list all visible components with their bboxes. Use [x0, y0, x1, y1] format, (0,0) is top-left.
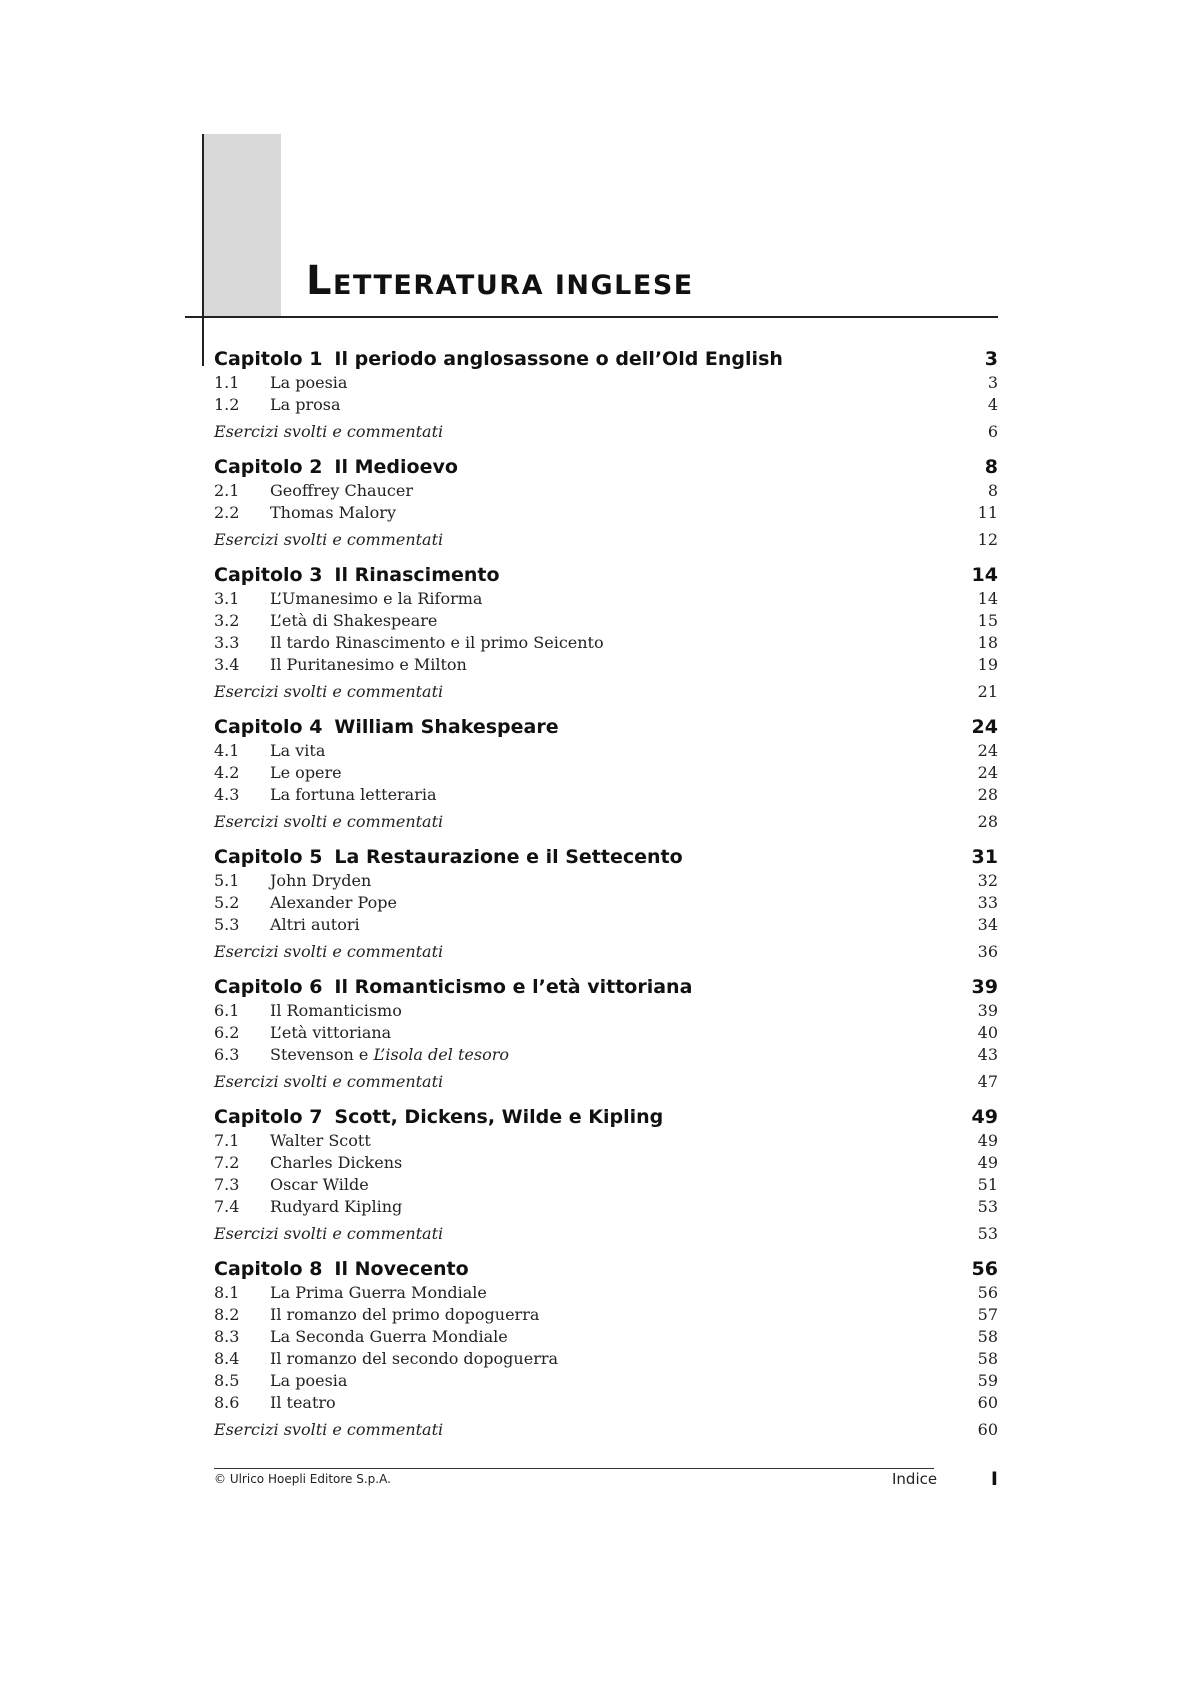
- section-entry: [214, 1000, 998, 1022]
- page-title: [306, 258, 694, 304]
- section-text: [214, 502, 396, 524]
- chapter-page: 24: [971, 716, 998, 738]
- section-page: 18: [977, 633, 998, 652]
- chapter-title: Il Medioevo: [334, 456, 458, 478]
- section-entry: [214, 502, 998, 524]
- footer-section-label: Indice: [892, 1470, 938, 1488]
- section-entry: [214, 1196, 998, 1218]
- section-page: 24: [977, 763, 998, 782]
- section-entry: [214, 1130, 998, 1152]
- exercises-page: 36: [977, 942, 998, 961]
- chapter-heading-text: [214, 1256, 469, 1282]
- exercises-entry: [214, 678, 998, 706]
- section-title-italic: L’isola del tesoro: [373, 1045, 509, 1064]
- section-entry: [214, 1044, 998, 1066]
- section-text: [214, 1282, 487, 1304]
- section-text: [214, 654, 467, 676]
- chapter-page: 56: [971, 1258, 998, 1280]
- section-title: La prosa: [270, 395, 341, 414]
- section-page: 49: [977, 1131, 998, 1150]
- section-text: [214, 394, 341, 416]
- chapter-title: Scott, Dickens, Wilde e Kipling: [334, 1106, 664, 1128]
- section-number: 3.1: [214, 589, 240, 608]
- chapter-label: Capitolo 8: [214, 1258, 323, 1280]
- section-text: [214, 1022, 391, 1044]
- section-page: 60: [977, 1393, 998, 1412]
- section-title: Il tardo Rinascimento e il primo Seicento: [270, 633, 604, 652]
- chapter-heading: [214, 346, 998, 372]
- section-number: 8.2: [214, 1305, 240, 1324]
- section-title: Le opere: [270, 763, 342, 782]
- exercises-entry: [214, 1416, 998, 1444]
- section-title: L’Umanesimo e la Riforma: [270, 589, 483, 608]
- section-title: La vita: [270, 741, 326, 760]
- section-entry: [214, 1370, 998, 1392]
- chapter-title: La Restaurazione e il Settecento: [334, 846, 683, 868]
- section-entry: [214, 480, 998, 502]
- section-text: [214, 762, 342, 784]
- section-text: [214, 740, 325, 762]
- section-text: [214, 1348, 558, 1370]
- table-of-contents: [214, 346, 998, 1452]
- section-number: 7.1: [214, 1131, 240, 1150]
- section-page: 11: [977, 503, 998, 522]
- section-title: Alexander Pope: [270, 893, 397, 912]
- section-page: 32: [977, 871, 998, 890]
- chapter-title: William Shakespeare: [334, 716, 559, 738]
- section-text: [214, 480, 413, 502]
- exercises-label: Esercizi svolti e commentati: [214, 682, 444, 701]
- section-page: 8: [987, 481, 998, 500]
- section-entry: [214, 1282, 998, 1304]
- exercises-entry: [214, 1220, 998, 1248]
- section-number: 7.4: [214, 1197, 240, 1216]
- section-title: La poesia: [270, 373, 348, 392]
- section-title: Geoffrey Chaucer: [270, 481, 413, 500]
- section-entry: [214, 1326, 998, 1348]
- section-title: Rudyard Kipling: [270, 1197, 403, 1216]
- section-page: 39: [977, 1001, 998, 1020]
- chapter-page: 8: [984, 456, 998, 478]
- exercises-label: Esercizi svolti e commentati: [214, 1072, 444, 1091]
- chapter-label: Capitolo 1: [214, 348, 323, 370]
- section-page: 56: [977, 1283, 998, 1302]
- section-entry: [214, 610, 998, 632]
- exercises-page: 21: [977, 682, 998, 701]
- section-text: [214, 870, 371, 892]
- section-title: Il Puritanesimo e Milton: [270, 655, 467, 674]
- footer-page-number: I: [990, 1468, 998, 1490]
- section-text: [214, 610, 437, 632]
- section-entry: [214, 870, 998, 892]
- section-number: 5.1: [214, 871, 240, 890]
- chapter-page: 3: [984, 348, 998, 370]
- section-title: Il romanzo del primo dopoguerra: [270, 1305, 540, 1324]
- exercises-page: 60: [977, 1420, 998, 1439]
- section-page: 40: [977, 1023, 998, 1042]
- exercises-label: Esercizi svolti e commentati: [214, 1420, 444, 1439]
- section-text: [214, 1174, 369, 1196]
- section-title: La poesia: [270, 1371, 348, 1390]
- section-entry: [214, 1174, 998, 1196]
- chapter-heading-text: [214, 562, 500, 588]
- chapter-title: Il Rinascimento: [334, 564, 500, 586]
- section-page: 4: [987, 395, 998, 414]
- footer-rule: [214, 1468, 934, 1469]
- chapter-block: [214, 714, 998, 836]
- chapter-label: Capitolo 6: [214, 976, 323, 998]
- exercises-label: Esercizi svolti e commentati: [214, 422, 444, 441]
- section-page: 57: [977, 1305, 998, 1324]
- section-page: 43: [977, 1045, 998, 1064]
- section-entry: [214, 588, 998, 610]
- copyright-notice: © Ulrico Hoepli Editore S.p.A.: [214, 1472, 391, 1486]
- section-text: [214, 784, 437, 806]
- section-entry: [214, 740, 998, 762]
- section-text: [214, 1130, 371, 1152]
- chapter-block: [214, 1256, 998, 1444]
- exercises-entry: [214, 418, 998, 446]
- chapter-block: [214, 844, 998, 966]
- section-title: Oscar Wilde: [270, 1175, 369, 1194]
- exercises-page: 53: [977, 1224, 998, 1243]
- chapter-title: Il Novecento: [334, 1258, 469, 1280]
- chapter-label: Capitolo 7: [214, 1106, 323, 1128]
- section-text: [214, 588, 482, 610]
- section-title: Il Romanticismo: [270, 1001, 402, 1020]
- section-number: 8.4: [214, 1349, 240, 1368]
- chapter-label: Capitolo 5: [214, 846, 323, 868]
- section-text: [214, 914, 360, 936]
- section-entry: [214, 762, 998, 784]
- section-entry: [214, 1392, 998, 1414]
- exercises-label: Esercizi svolti e commentati: [214, 530, 444, 549]
- section-number: 5.2: [214, 893, 240, 912]
- section-title: L’età di Shakespeare: [270, 611, 438, 630]
- section-title: Stevenson e: [270, 1045, 374, 1064]
- section-page: 15: [977, 611, 998, 630]
- section-page: 53: [977, 1197, 998, 1216]
- chapter-heading: [214, 714, 998, 740]
- section-title: John Dryden: [270, 871, 372, 890]
- section-entry: [214, 654, 998, 676]
- section-page: 51: [977, 1175, 998, 1194]
- section-text: [214, 1196, 402, 1218]
- chapter-heading: [214, 1104, 998, 1130]
- section-number: 8.6: [214, 1393, 240, 1412]
- section-page: 3: [987, 373, 998, 392]
- section-text: [214, 632, 604, 654]
- section-text: [214, 1152, 402, 1174]
- chapter-heading-text: [214, 844, 683, 870]
- section-entry: [214, 1022, 998, 1044]
- exercises-label: Esercizi svolti e commentati: [214, 812, 444, 831]
- section-title: La Prima Guerra Mondiale: [270, 1283, 487, 1302]
- chapter-heading: [214, 974, 998, 1000]
- chapter-label: Capitolo 4: [214, 716, 323, 738]
- chapter-page: 49: [971, 1106, 998, 1128]
- exercises-entry: [214, 526, 998, 554]
- section-entry: [214, 1348, 998, 1370]
- section-text: [214, 892, 397, 914]
- section-number: 1.1: [214, 373, 240, 392]
- chapter-page: 31: [971, 846, 998, 868]
- section-title: Altri autori: [270, 915, 360, 934]
- section-number: 3.4: [214, 655, 240, 674]
- section-text: [214, 1392, 336, 1414]
- section-text: [214, 372, 347, 394]
- chapter-block: [214, 974, 998, 1096]
- section-entry: [214, 1304, 998, 1326]
- section-title: Thomas Malory: [270, 503, 396, 522]
- section-entry: [214, 1152, 998, 1174]
- section-entry: [214, 372, 998, 394]
- exercises-entry: [214, 808, 998, 836]
- section-entry: [214, 892, 998, 914]
- exercises-page: 47: [977, 1072, 998, 1091]
- chapter-page: 39: [971, 976, 998, 998]
- section-page: 24: [977, 741, 998, 760]
- section-number: 4.3: [214, 785, 240, 804]
- chapter-block: [214, 346, 998, 446]
- chapter-heading-text: [214, 1104, 663, 1130]
- section-page: 19: [977, 655, 998, 674]
- chapter-heading: [214, 1256, 998, 1282]
- section-number: 7.2: [214, 1153, 240, 1172]
- section-page: 58: [977, 1327, 998, 1346]
- section-number: 6.3: [214, 1045, 240, 1064]
- section-title: La fortuna letteraria: [270, 785, 437, 804]
- section-number: 7.3: [214, 1175, 240, 1194]
- decorative-gray-block: [203, 134, 281, 316]
- section-entry: [214, 394, 998, 416]
- section-entry: [214, 784, 998, 806]
- section-text: [214, 1000, 402, 1022]
- section-number: 2.1: [214, 481, 240, 500]
- section-number: 8.1: [214, 1283, 240, 1302]
- section-page: 34: [977, 915, 998, 934]
- chapter-title: Il Romanticismo e l’età vittoriana: [334, 976, 693, 998]
- decorative-vertical-rule: [202, 134, 204, 366]
- section-title: L’età vittoriana: [270, 1023, 392, 1042]
- exercises-page: 12: [977, 530, 998, 549]
- exercises-label: Esercizi svolti e commentati: [214, 942, 444, 961]
- section-page: 49: [977, 1153, 998, 1172]
- section-text: [214, 1044, 509, 1066]
- chapter-block: [214, 454, 998, 554]
- section-title: Charles Dickens: [270, 1153, 403, 1172]
- section-number: 3.3: [214, 633, 240, 652]
- chapter-label: Capitolo 3: [214, 564, 323, 586]
- section-page: 28: [977, 785, 998, 804]
- exercises-page: 6: [987, 422, 998, 441]
- section-text: [214, 1370, 347, 1392]
- section-number: 8.5: [214, 1371, 240, 1390]
- exercises-entry: [214, 1068, 998, 1096]
- page-footer: [214, 1470, 998, 1490]
- section-text: [214, 1326, 508, 1348]
- section-number: 8.3: [214, 1327, 240, 1346]
- chapter-label: Capitolo 2: [214, 456, 323, 478]
- chapter-block: [214, 562, 998, 706]
- section-number: 5.3: [214, 915, 240, 934]
- section-page: 33: [977, 893, 998, 912]
- chapter-heading: [214, 844, 998, 870]
- section-page: 14: [977, 589, 998, 608]
- section-entry: [214, 914, 998, 936]
- title-initial: L: [306, 258, 333, 304]
- exercises-label: Esercizi svolti e commentati: [214, 1224, 444, 1243]
- section-number: 1.2: [214, 395, 240, 414]
- chapter-page: 14: [971, 564, 998, 586]
- chapter-heading-text: [214, 346, 783, 372]
- chapter-heading: [214, 454, 998, 480]
- section-number: 6.1: [214, 1001, 240, 1020]
- section-title: Il teatro: [270, 1393, 336, 1412]
- section-text: [214, 1304, 539, 1326]
- exercises-entry: [214, 938, 998, 966]
- chapter-heading-text: [214, 714, 559, 740]
- section-number: 6.2: [214, 1023, 240, 1042]
- chapter-heading-text: [214, 454, 458, 480]
- section-number: 3.2: [214, 611, 240, 630]
- chapter-block: [214, 1104, 998, 1248]
- section-page: 59: [977, 1371, 998, 1390]
- title-rest: ETTERATURA INGLESE: [333, 270, 694, 301]
- chapter-heading-text: [214, 974, 692, 1000]
- chapter-heading: [214, 562, 998, 588]
- section-title: Il romanzo del secondo dopoguerra: [270, 1349, 559, 1368]
- section-entry: [214, 632, 998, 654]
- title-rule: [185, 316, 998, 318]
- section-number: 2.2: [214, 503, 240, 522]
- section-title: La Seconda Guerra Mondiale: [270, 1327, 508, 1346]
- section-title: Walter Scott: [270, 1131, 371, 1150]
- section-page: 58: [977, 1349, 998, 1368]
- section-number: 4.2: [214, 763, 240, 782]
- exercises-page: 28: [977, 812, 998, 831]
- chapter-title: Il periodo anglosassone o dell’Old English: [334, 348, 783, 370]
- section-number: 4.1: [214, 741, 240, 760]
